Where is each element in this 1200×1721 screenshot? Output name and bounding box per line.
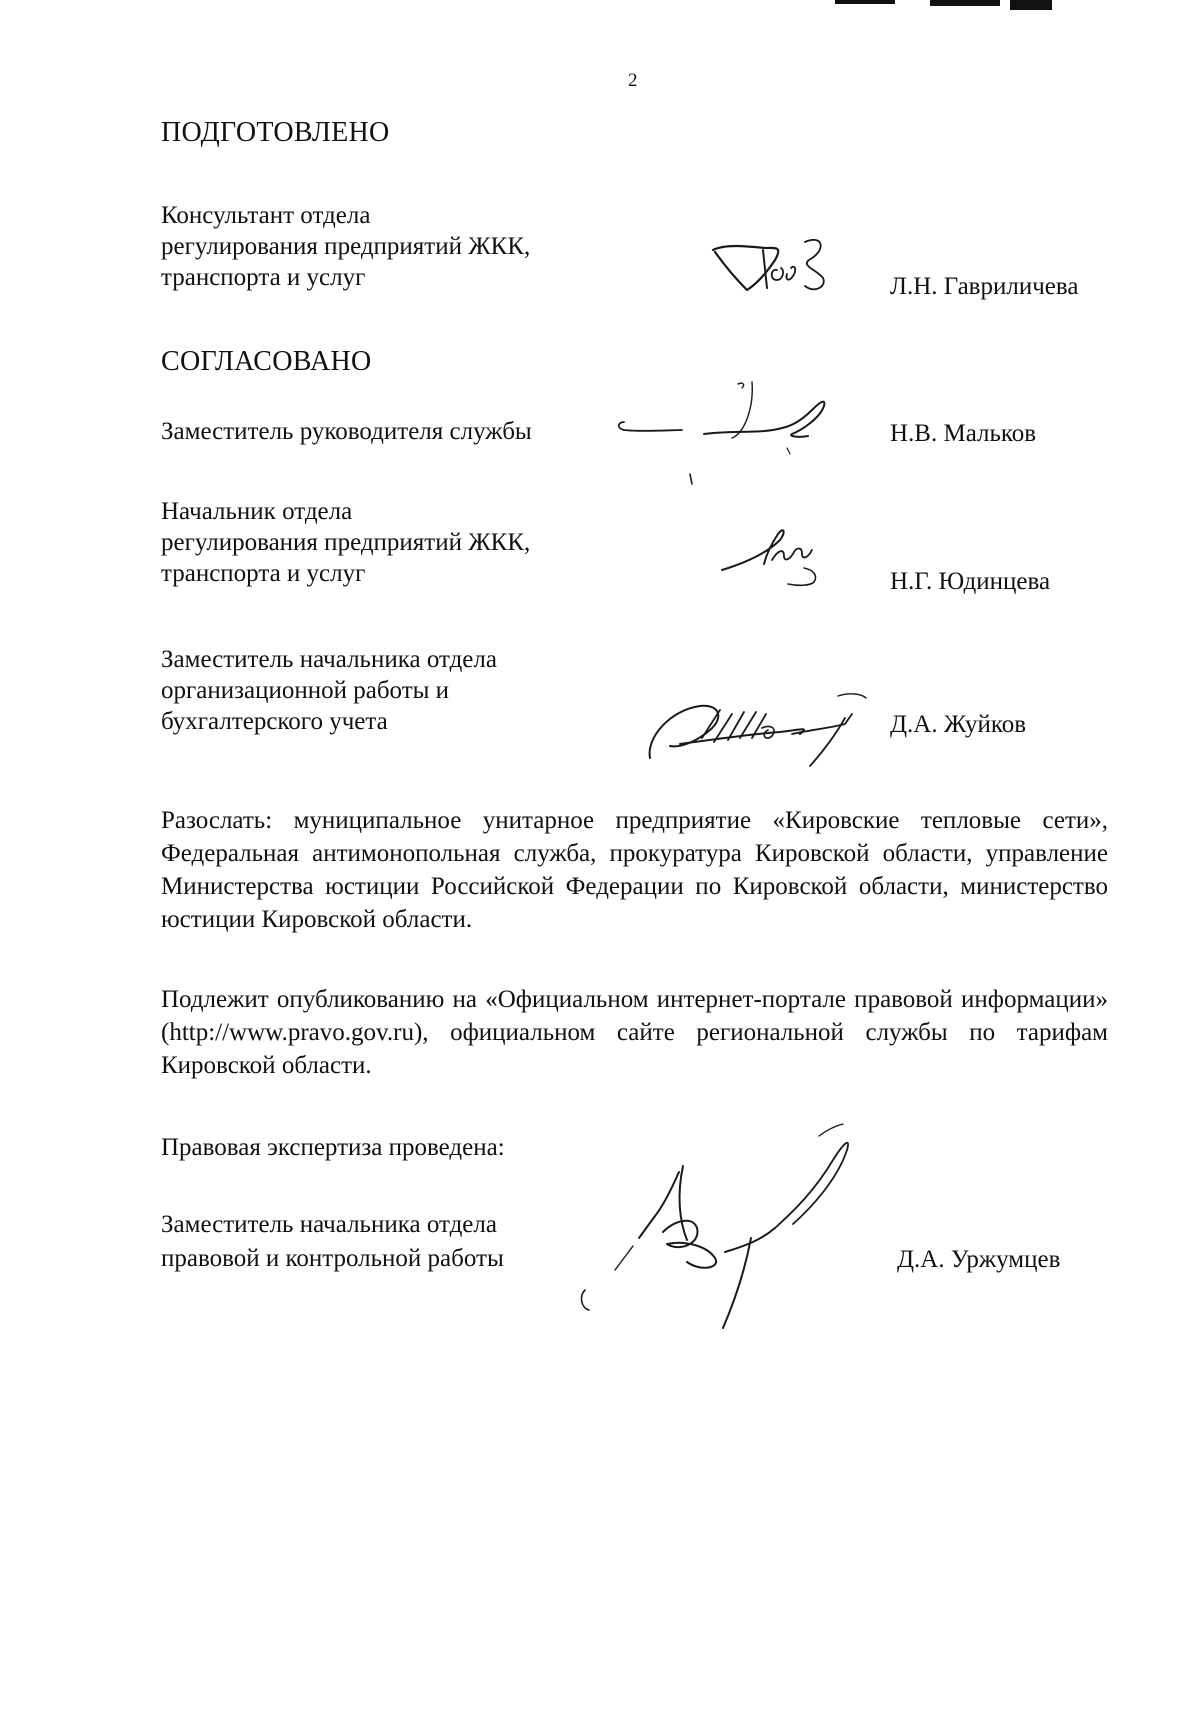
agreed-signer-1-name: Н.В. Мальков: [890, 420, 1037, 447]
scan-artifact: [930, 0, 1000, 6]
legal-review-position: [161, 1208, 504, 1276]
legal-review-heading: Правовая экспертиза проведена:: [161, 1134, 505, 1161]
agreed-signer-1-position: [161, 416, 532, 447]
signature-yudintseva: [718, 520, 828, 590]
signature-gavrilicheva: [705, 230, 840, 300]
position-line: Заместитель руководителя службы: [161, 418, 532, 445]
distribution-paragraph: Разослать: муниципальное унитарное предприятие «Кировские тепловые сети», Федеральная антимонопольная служба, прокуратура Кировской области, управление Министерства юстиции Российской Федерации по Кировской области, министерство юстиции Кировской области.: [161, 807, 1108, 933]
position-line: Заместитель начальника отдела: [161, 646, 497, 673]
signature-malkov: [612, 378, 862, 488]
publication-paragraph: Подлежит опубликованию на «Официальном интернет-портале правовой информации» (http://www.pravo.gov.ru), официальном сайте региональной службы по тарифам Кировской области.: [161, 986, 1108, 1079]
legal-review-signer-name: Д.А. Уржумцев: [897, 1246, 1061, 1273]
agreed-signer-3-position: [161, 644, 497, 737]
agreed-heading: СОГЛАСОВАНО: [161, 346, 372, 377]
signature-zhuikov: [640, 688, 880, 768]
prepared-heading: ПОДГОТОВЛЕНО: [161, 117, 390, 148]
position-line: организационной работы и: [161, 677, 450, 704]
position-line: регулирования предприятий ЖКК,: [161, 233, 531, 260]
agreed-signer-2-name: Н.Г. Юдинцева: [890, 568, 1051, 595]
position-line: транспорта и услуг: [161, 264, 366, 291]
position-line: транспорта и услуг: [161, 560, 366, 587]
position-line: Заместитель начальника отдела: [161, 1211, 497, 1238]
position-line: бухгалтерского учета: [161, 708, 388, 735]
scan-artifact: [1010, 0, 1052, 10]
position-line: Начальник отдела: [161, 498, 353, 525]
position-line: правовой и контрольной работы: [161, 1245, 504, 1272]
prepared-position: [161, 200, 530, 293]
position-line: Консультант отдела: [161, 202, 371, 229]
page-number: 2: [628, 70, 638, 91]
prepared-signer-name: Л.Н. Гавриличева: [890, 273, 1079, 300]
position-line: регулирования предприятий ЖКК,: [161, 529, 531, 556]
agreed-signer-3-name: Д.А. Жуйков: [890, 711, 1027, 738]
scan-artifact: [835, 0, 895, 4]
agreed-signer-2-position: [161, 496, 530, 589]
signature-urzhumtsev: [575, 1120, 895, 1330]
